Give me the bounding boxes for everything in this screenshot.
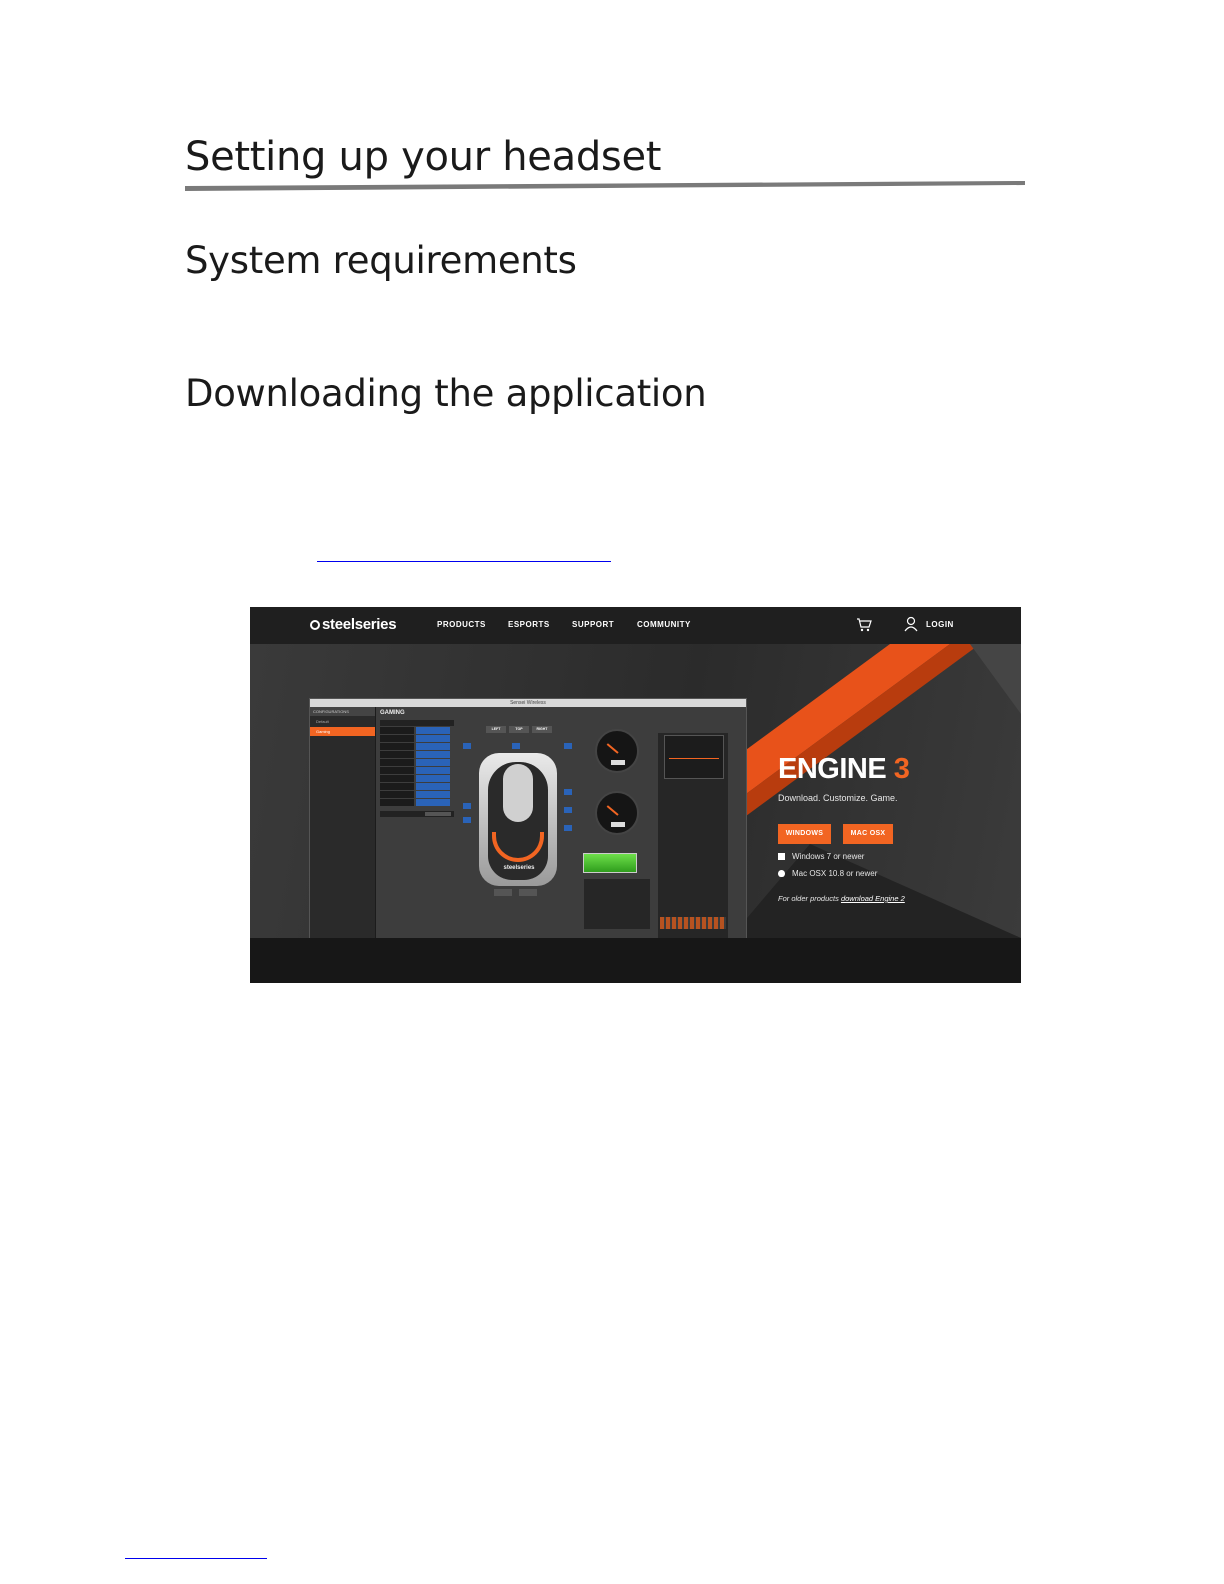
view-top-button[interactable]: TOP: [509, 726, 529, 733]
table-row[interactable]: [380, 775, 454, 782]
mouse-button-marker[interactable]: [463, 743, 471, 749]
user-icon[interactable]: [904, 616, 918, 632]
polling-rate-bars[interactable]: [660, 917, 726, 929]
table-row[interactable]: [380, 727, 454, 734]
sidebar-header: CONFIGURATIONS: [310, 707, 375, 716]
site-header: [250, 607, 1021, 644]
cpi-gauge[interactable]: [595, 791, 639, 835]
table-row[interactable]: [380, 799, 454, 806]
mouse-buttons-graphic: [503, 764, 533, 822]
engine-3-title: ENGINE 3: [778, 753, 910, 785]
login-link[interactable]: LOGIN: [926, 620, 954, 629]
page-title: Setting up your headset: [185, 134, 662, 180]
view-left-button[interactable]: LEFT: [486, 726, 506, 733]
config-sidebar: [310, 707, 376, 960]
button-actions-table: [380, 720, 454, 806]
apple-icon: [778, 870, 785, 877]
sensor-settings-panel: [584, 879, 650, 929]
table-row[interactable]: [380, 743, 454, 750]
app-main-panel: [376, 707, 746, 950]
table-row[interactable]: [380, 735, 454, 742]
acceleration-graph: [664, 735, 724, 779]
app-window-titlebar: Sensei Wireless: [310, 699, 746, 707]
macro-editor-row: [380, 811, 454, 817]
specifications-bar: [250, 938, 1021, 1298]
cpi-gauge[interactable]: [595, 729, 639, 773]
table-row[interactable]: [380, 783, 454, 790]
mac-download-button[interactable]: MAC OSX: [843, 824, 893, 844]
nav-community[interactable]: COMMUNITY: [637, 620, 691, 629]
downloading-heading: Downloading the application: [185, 372, 707, 415]
mouse-button-marker[interactable]: [463, 817, 471, 823]
table-row[interactable]: [380, 791, 454, 798]
mouse-button-marker[interactable]: [564, 743, 572, 749]
nav-products[interactable]: PRODUCTS: [437, 620, 486, 629]
table-row[interactable]: [380, 767, 454, 774]
view-right-button[interactable]: RIGHT: [532, 726, 552, 733]
mouse-option-toggle[interactable]: [494, 889, 512, 896]
specifications-link[interactable]: SPECIFICATIONS: [852, 1286, 944, 1298]
nav-esports[interactable]: ESPORTS: [508, 620, 550, 629]
table-row[interactable]: [380, 751, 454, 758]
footnote-link-underline[interactable]: [125, 1558, 267, 1559]
nav-support[interactable]: SUPPORT: [572, 620, 615, 629]
windows-requirement: Windows 7 or newer: [778, 852, 864, 861]
mouse-brand-logo: steelseries: [503, 865, 535, 871]
mouse-option-toggle[interactable]: [519, 889, 537, 896]
mouse-button-marker[interactable]: [564, 807, 572, 813]
battery-indicator: [583, 853, 637, 873]
older-products-note: For older products download Engine 2: [778, 894, 905, 903]
system-requirements-heading: System requirements: [185, 239, 577, 282]
steelseries-engine-screenshot: [250, 607, 1021, 1298]
config-title: GAMING: [380, 710, 405, 716]
mouse-button-marker[interactable]: [564, 789, 572, 795]
sidebar-item-default[interactable]: Default: [316, 719, 329, 724]
mac-requirement: Mac OSX 10.8 or newer: [778, 869, 877, 878]
download-link-underline[interactable]: [317, 561, 611, 562]
launch-button[interactable]: [425, 812, 451, 816]
download-engine-2-link[interactable]: download Engine 2: [840, 894, 905, 903]
hero-banner: [250, 644, 1021, 938]
windows-icon: [778, 853, 785, 860]
mouse-button-marker[interactable]: [564, 825, 572, 831]
sidebar-item-gaming[interactable]: Gaming: [310, 727, 375, 736]
mouse-button-marker[interactable]: [463, 803, 471, 809]
table-row[interactable]: [380, 759, 454, 766]
engine-tagline: Download. Customize. Game.: [778, 793, 898, 803]
cart-icon[interactable]: [856, 618, 872, 632]
windows-download-button[interactable]: WINDOWS: [778, 824, 831, 844]
title-underline: [185, 181, 1025, 191]
steelseries-logo[interactable]: steelseries: [310, 616, 396, 633]
mouse-button-marker[interactable]: [512, 743, 520, 749]
engine-app-window: [309, 698, 747, 959]
